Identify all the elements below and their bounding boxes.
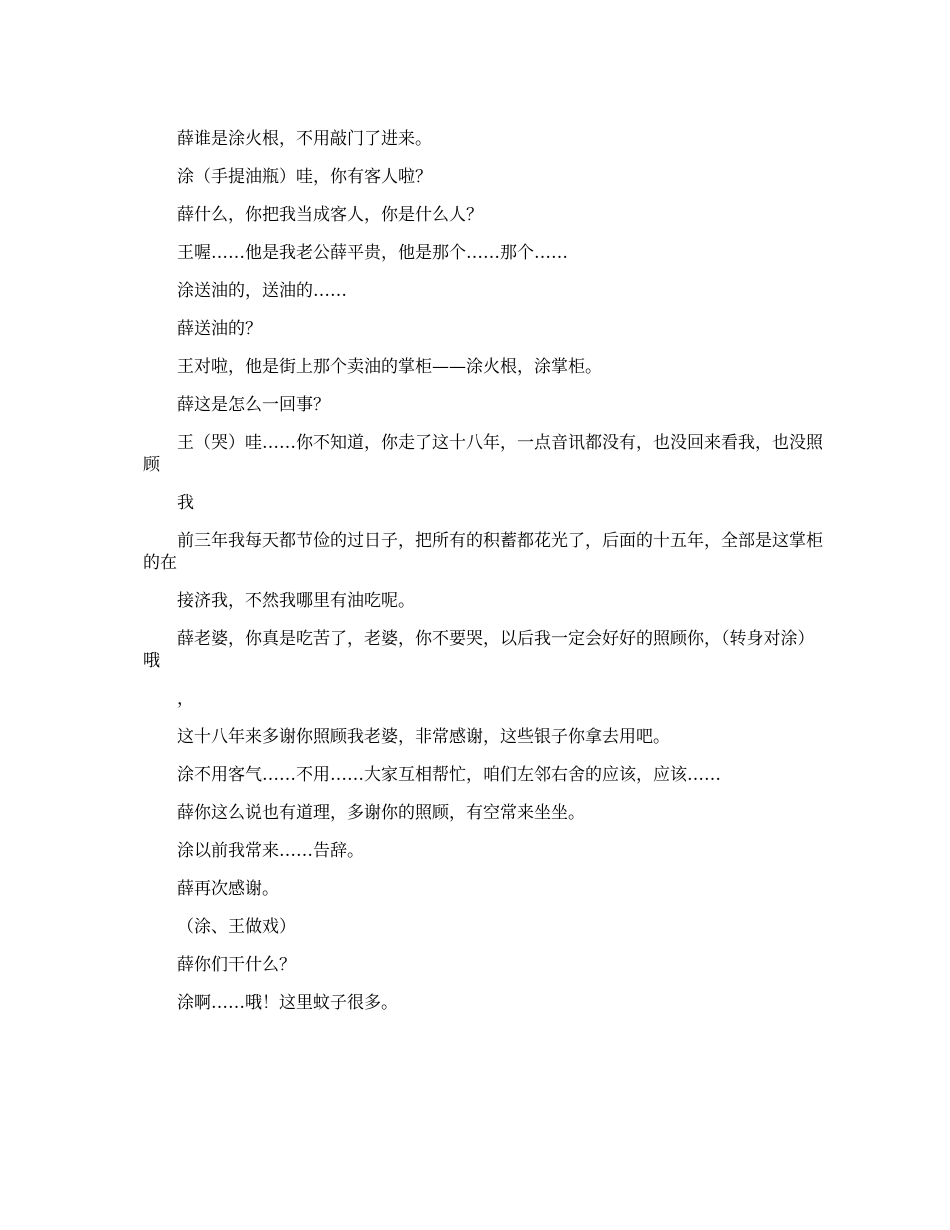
line-21: 薛你们干什么？ — [177, 955, 296, 975]
script-body — [143, 128, 823, 1030]
line-8: 薛这是怎么一回事？ — [177, 395, 330, 415]
line-3: 薛什么，你把我当成客人，你是什么人？ — [177, 205, 483, 225]
line-15: 这十八年来多谢你照顾我老婆，非常感谢，这些银子你拿去用吧。 — [177, 727, 670, 747]
line-17: 薛你这么说也有道理，多谢你的照顾，有空常来坐坐。 — [177, 803, 585, 823]
line-5: 涂送油的，送油的…… — [177, 281, 347, 301]
line-2: 涂（手提油瓶）哇，你有客人啦？ — [177, 167, 432, 187]
line-11: 前三年我每天都节俭的过日子，把所有的积蓄都花光了，后面的十五年，全部是这掌柜的在 — [143, 531, 823, 573]
line-22: 涂啊……哦！这里蚊子很多。 — [177, 993, 398, 1013]
line-20: （涂、王做戏） — [177, 917, 296, 937]
line-12: 接济我，不然我哪里有油吃呢。 — [177, 591, 415, 611]
line-7: 王对啦，他是街上那个卖油的掌柜——涂火根，涂掌柜。 — [177, 357, 602, 377]
line-14: ， — [177, 689, 194, 709]
line-9: 王（哭）哇……你不知道，你走了这十八年，一点音讯都没有，也没回来看我，也没照顾 — [143, 433, 823, 475]
line-10: 我 — [177, 493, 194, 513]
line-6: 薛送油的？ — [177, 319, 262, 339]
line-18: 涂以前我常来……告辞。 — [177, 841, 364, 861]
line-13: 薛老婆，你真是吃苦了，老婆，你不要哭，以后我一定会好好的照顾你，（转身对涂）哦 — [143, 629, 815, 671]
line-4: 王喔……他是我老公薛平贵，他是那个……那个…… — [177, 243, 568, 263]
line-19: 薛再次感谢。 — [177, 879, 279, 899]
line-16: 涂不用客气……不用……大家互相帮忙，咱们左邻右舍的应该，应该…… — [177, 765, 721, 785]
line-1: 薛谁是涂火根，不用敲门了进来。 — [177, 129, 432, 149]
